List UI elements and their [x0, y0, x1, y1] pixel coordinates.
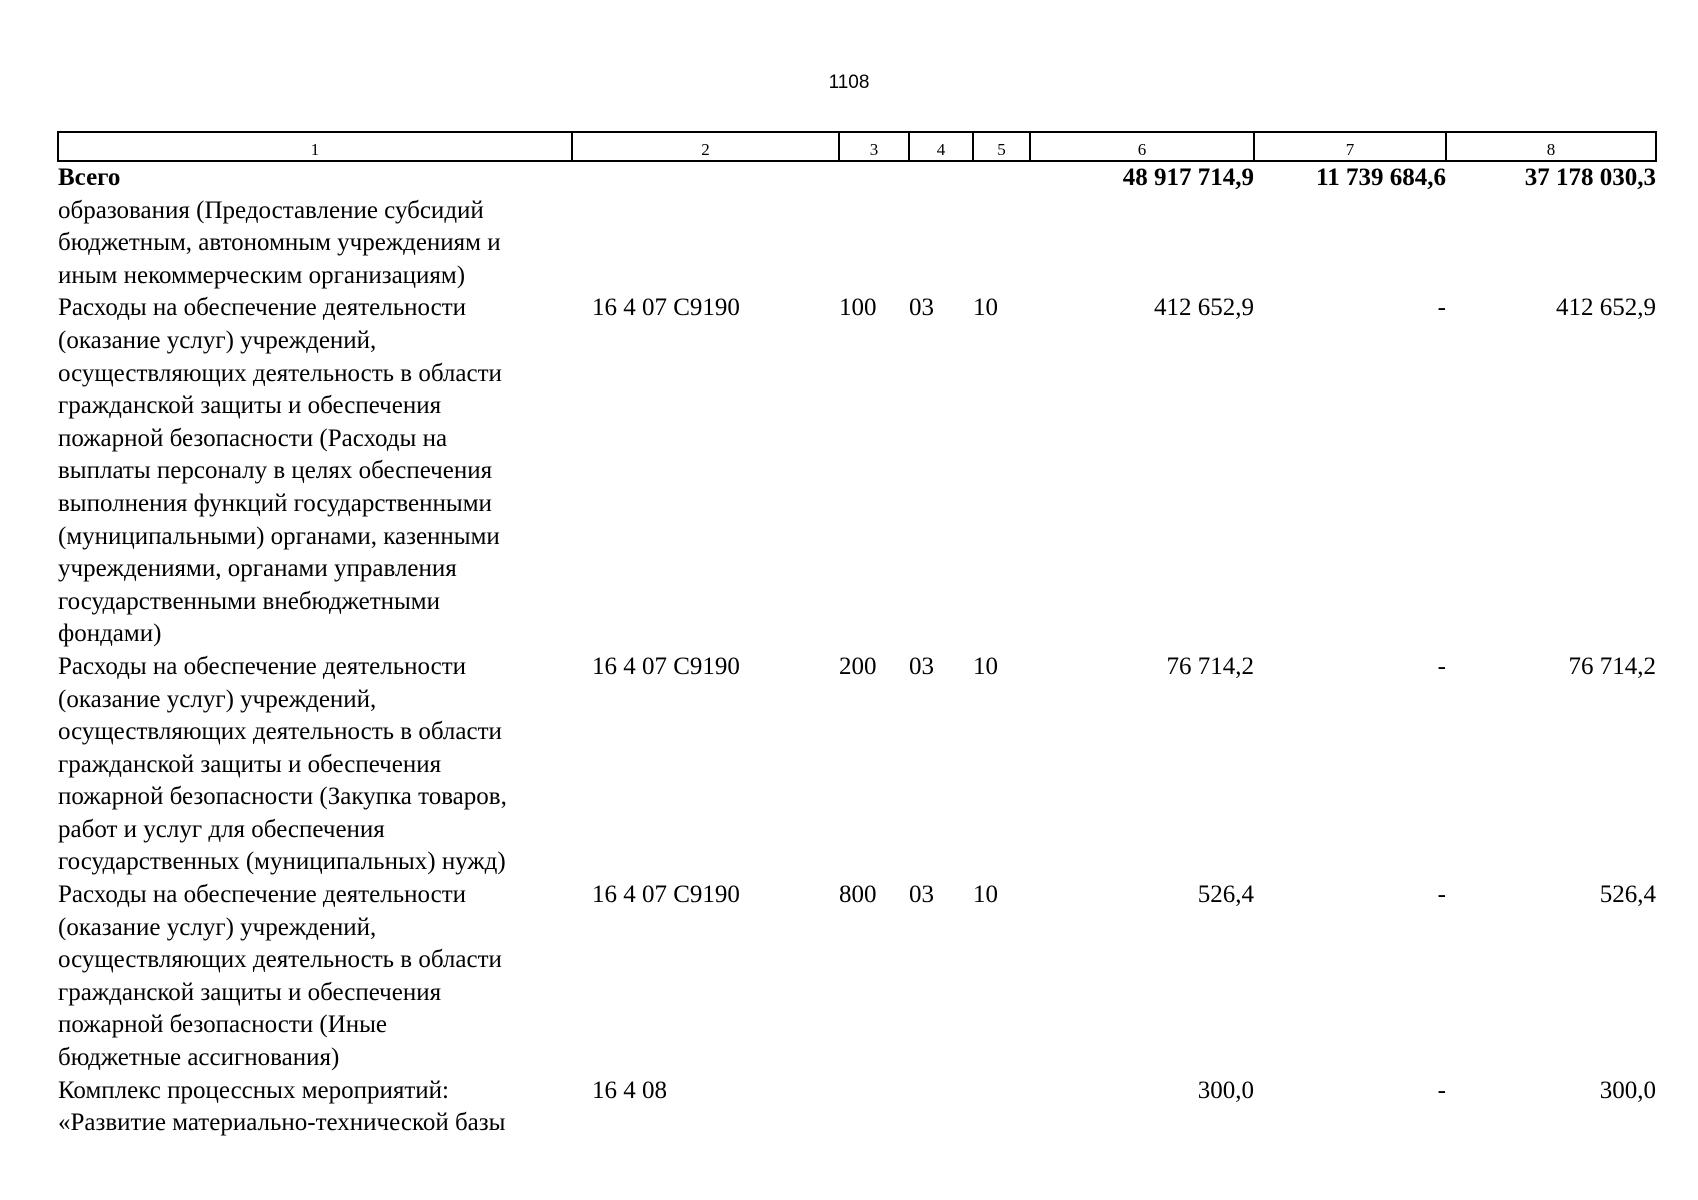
table-row	[58, 1075, 1656, 1140]
header-col-1: 1	[58, 132, 572, 161]
header-col-8: 8	[1446, 132, 1656, 161]
description-line: работ и услуг для обеспечения	[58, 815, 385, 843]
description-line: «Развитие материально-технической базы	[58, 1109, 506, 1137]
description-line: гражданской защиты и обеспечения	[58, 750, 442, 778]
row-col-8: 76 714,2	[1568, 652, 1656, 680]
row-description	[58, 879, 572, 1075]
description-line: гражданской защиты и обеспечения	[58, 392, 442, 420]
description-line: Комплекс процессных мероприятий:	[58, 1076, 449, 1104]
description-line: фондами)	[58, 620, 162, 648]
row-code	[572, 195, 839, 293]
header-col-7: 7	[1254, 132, 1446, 161]
row-subsection: 10	[973, 652, 998, 680]
row-col-7: -	[1437, 294, 1446, 322]
row-col-6	[1030, 195, 1254, 293]
budget-table-container	[57, 131, 1655, 1140]
total-col-8: 37 178 030,3	[1524, 164, 1656, 191]
budget-table	[57, 131, 1657, 1140]
total-code	[572, 161, 839, 195]
row-col-6: 76 714,2	[1166, 652, 1254, 680]
row-section	[909, 195, 973, 293]
total-col-7: 11 739 684,6	[1316, 164, 1446, 191]
header-col-2: 2	[572, 132, 839, 161]
row-description	[58, 1075, 572, 1140]
row-description	[58, 292, 572, 651]
description-line: осуществляющих деятельность в области	[58, 359, 502, 387]
total-pr	[973, 161, 1030, 195]
description-line: (оказание услуг) учреждений,	[58, 913, 377, 941]
row-col-8: 412 652,9	[1556, 294, 1656, 322]
description-line: государственных (муниципальных) нужд)	[58, 848, 506, 876]
row-description	[58, 651, 572, 879]
description-line: Расходы на обеспечение деятельности	[58, 294, 467, 322]
row-expense-type: 800	[839, 881, 877, 909]
description-line: осуществляющих деятельность в области	[58, 946, 502, 974]
row-description	[58, 195, 572, 293]
total-vr	[839, 161, 909, 195]
description-line: пожарной безопасности (Закупка товаров,	[58, 783, 507, 811]
description-line: образования (Предоставление субсидий	[58, 196, 484, 224]
row-col-8	[1446, 195, 1656, 293]
row-subsection: 10	[973, 881, 998, 909]
header-col-4: 4	[909, 132, 973, 161]
description-line: бюджетные ассигнования)	[58, 1044, 340, 1072]
row-subsection	[973, 1075, 1030, 1140]
total-row	[58, 161, 1656, 195]
row-code: 16 4 07 С9190	[592, 881, 740, 909]
description-line: бюджетным, автономным учреждениям и	[58, 229, 501, 257]
row-expense-type	[839, 1075, 909, 1140]
row-expense-type	[839, 195, 909, 293]
row-col-8: 526,4	[1599, 881, 1656, 909]
description-line: Расходы на обеспечение деятельности	[58, 881, 467, 909]
row-section	[909, 1075, 973, 1140]
row-col-7	[1254, 195, 1446, 293]
description-line: (муниципальными) органами, казенными	[58, 522, 500, 550]
row-subsection: 10	[973, 294, 998, 322]
row-section: 03	[909, 652, 934, 680]
row-code: 16 4 07 С9190	[592, 652, 740, 680]
header-row	[58, 132, 1656, 161]
row-code: 16 4 08	[592, 1076, 667, 1104]
row-expense-type: 100	[839, 294, 877, 322]
description-line: (оказание услуг) учреждений,	[58, 685, 377, 713]
row-code: 16 4 07 С9190	[592, 294, 740, 322]
page-number: 1108	[828, 72, 870, 93]
table-row	[58, 292, 1656, 651]
row-col-7: -	[1437, 881, 1446, 909]
description-line: пожарной безопасности (Расходы на	[58, 424, 448, 452]
row-section: 03	[909, 294, 934, 322]
total-label: Всего	[58, 164, 121, 191]
row-subsection	[973, 195, 1030, 293]
description-line: пожарной безопасности (Иные	[58, 1011, 388, 1039]
table-body	[58, 161, 1656, 1140]
total-col-6: 48 917 714,9	[1122, 164, 1254, 191]
description-line: (оказание услуг) учреждений,	[58, 326, 377, 354]
row-col-7: -	[1437, 652, 1446, 680]
description-line: осуществляющих деятельность в области	[58, 718, 502, 746]
header-col-6: 6	[1030, 132, 1254, 161]
description-line: учреждениями, органами управления	[58, 555, 457, 583]
row-col-8: 300,0	[1599, 1076, 1656, 1104]
header-col-3: 3	[839, 132, 909, 161]
description-line: выплаты персоналу в целях обеспечения	[58, 457, 493, 485]
table-row	[58, 195, 1656, 293]
table-row	[58, 651, 1656, 879]
row-expense-type: 200	[839, 652, 877, 680]
description-line: иным некоммерческим организациям)	[58, 261, 466, 289]
description-line: Расходы на обеспечение деятельности	[58, 652, 467, 680]
description-line: государственными внебюджетными	[58, 587, 441, 615]
total-rz	[909, 161, 973, 195]
row-col-6: 526,4	[1197, 881, 1254, 909]
row-section: 03	[909, 881, 934, 909]
header-col-5: 5	[973, 132, 1030, 161]
row-col-6: 412 652,9	[1154, 294, 1254, 322]
row-col-6: 300,0	[1197, 1076, 1254, 1104]
row-col-7: -	[1437, 1076, 1446, 1104]
table-header	[58, 132, 1656, 161]
description-line: выполнения функций государственными	[58, 489, 492, 517]
description-line: гражданской защиты и обеспечения	[58, 978, 442, 1006]
table-row	[58, 879, 1656, 1075]
